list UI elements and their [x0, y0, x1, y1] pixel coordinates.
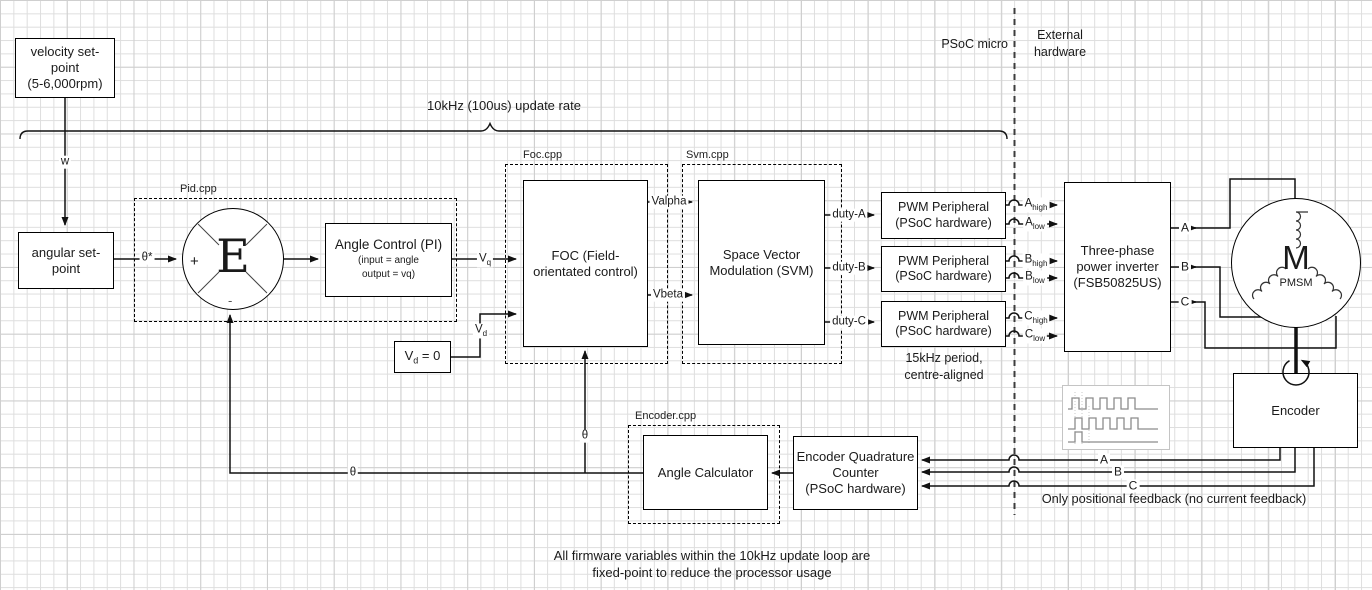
motor-type-label: PMSM: [1279, 277, 1313, 290]
external-hardware-label: External hardware: [1033, 28, 1087, 59]
group-svm-label: Svm.cpp: [686, 149, 729, 161]
encoder-block: Encoder: [1233, 373, 1358, 448]
label-theta-star: θ*: [141, 251, 153, 264]
label-vd: $V_d$: [474, 323, 488, 338]
label-duty-b: duty-B: [832, 261, 866, 274]
label-b-high: $B_{high}$: [1024, 253, 1048, 268]
label-duty-c: duty-C: [832, 315, 866, 328]
label-w: w: [60, 155, 70, 168]
pwm-a-block: PWM Peripheral (PSoC hardware): [881, 192, 1006, 239]
label-vbeta: Vbeta: [652, 288, 684, 301]
label-theta-feedback: θ: [349, 466, 357, 479]
foc-block: FOC (Field- orientated control): [523, 180, 648, 347]
motor-symbol: M: [1282, 238, 1310, 276]
label-enc-b: B: [1113, 464, 1123, 479]
summing-plus-sign: +: [190, 253, 199, 270]
label-vq: $V_q$: [478, 252, 492, 267]
label-c-low: $C_{low}$: [1024, 328, 1046, 343]
svm-block: Space Vector Modulation (SVM): [698, 180, 825, 345]
pwm-c-block: PWM Peripheral (PSoC hardware): [881, 301, 1006, 347]
angle-calculator-block: Angle Calculator: [643, 435, 768, 510]
summing-minus-sign: -: [228, 293, 233, 308]
label-a-low: $A_{low}$: [1025, 216, 1045, 231]
pwm-b-block: PWM Peripheral (PSoC hardware): [881, 246, 1006, 292]
psoc-micro-label: PSoC micro: [941, 37, 1008, 51]
quadrature-waveform-thumbnail: [1062, 385, 1170, 450]
positional-feedback-note: Only positional feedback (no current feedback): [1041, 491, 1307, 506]
summing-symbol: E: [216, 229, 250, 283]
inverter-block: Three-phase power inverter (FSB50825US): [1064, 182, 1171, 352]
label-theta-foc: θ: [581, 429, 589, 442]
update-rate-note: 10kHz (100us) update rate: [427, 98, 581, 113]
velocity-setpoint-block: velocity set- point (5-6,000rpm): [15, 38, 115, 98]
group-pid-label: Pid.cpp: [180, 183, 217, 195]
summing-junction: [182, 208, 284, 310]
angular-setpoint-block: angular set- point: [18, 232, 114, 289]
label-c-high: $C_{high}$: [1024, 310, 1048, 325]
quadrature-counter-block: Encoder Quadrature Counter (PSoC hardware): [793, 436, 918, 510]
label-a-high: $A_{high}$: [1024, 197, 1048, 212]
label-phase-c: C: [1180, 294, 1190, 309]
vd-zero-block: $V_d = 0$: [394, 341, 451, 373]
group-foc-label: Foc.cpp: [523, 149, 563, 161]
label-valpha: Valpha: [651, 195, 687, 208]
firmware-note: All firmware variables within the 10kHz update loop are fixed-point to reduce the processor usage: [553, 548, 871, 581]
label-phase-a: A: [1180, 220, 1190, 235]
update-rate-brace: [20, 124, 1007, 140]
label-b-low: $B_{low}$: [1025, 270, 1045, 285]
label-duty-a: duty-A: [832, 208, 866, 221]
motor: [1231, 198, 1361, 328]
label-phase-b: B: [1180, 259, 1190, 274]
pwm-period-note: 15kHz period, centre-aligned: [904, 351, 984, 382]
group-encoder-label: Encoder.cpp: [635, 410, 697, 422]
label-enc-c: C: [1128, 478, 1138, 493]
angle-control-block: Angle Control (PI) (input = angle output = vq): [325, 223, 452, 297]
quadrature-waveform-traces: [1063, 386, 1168, 448]
label-enc-a: A: [1099, 452, 1109, 467]
